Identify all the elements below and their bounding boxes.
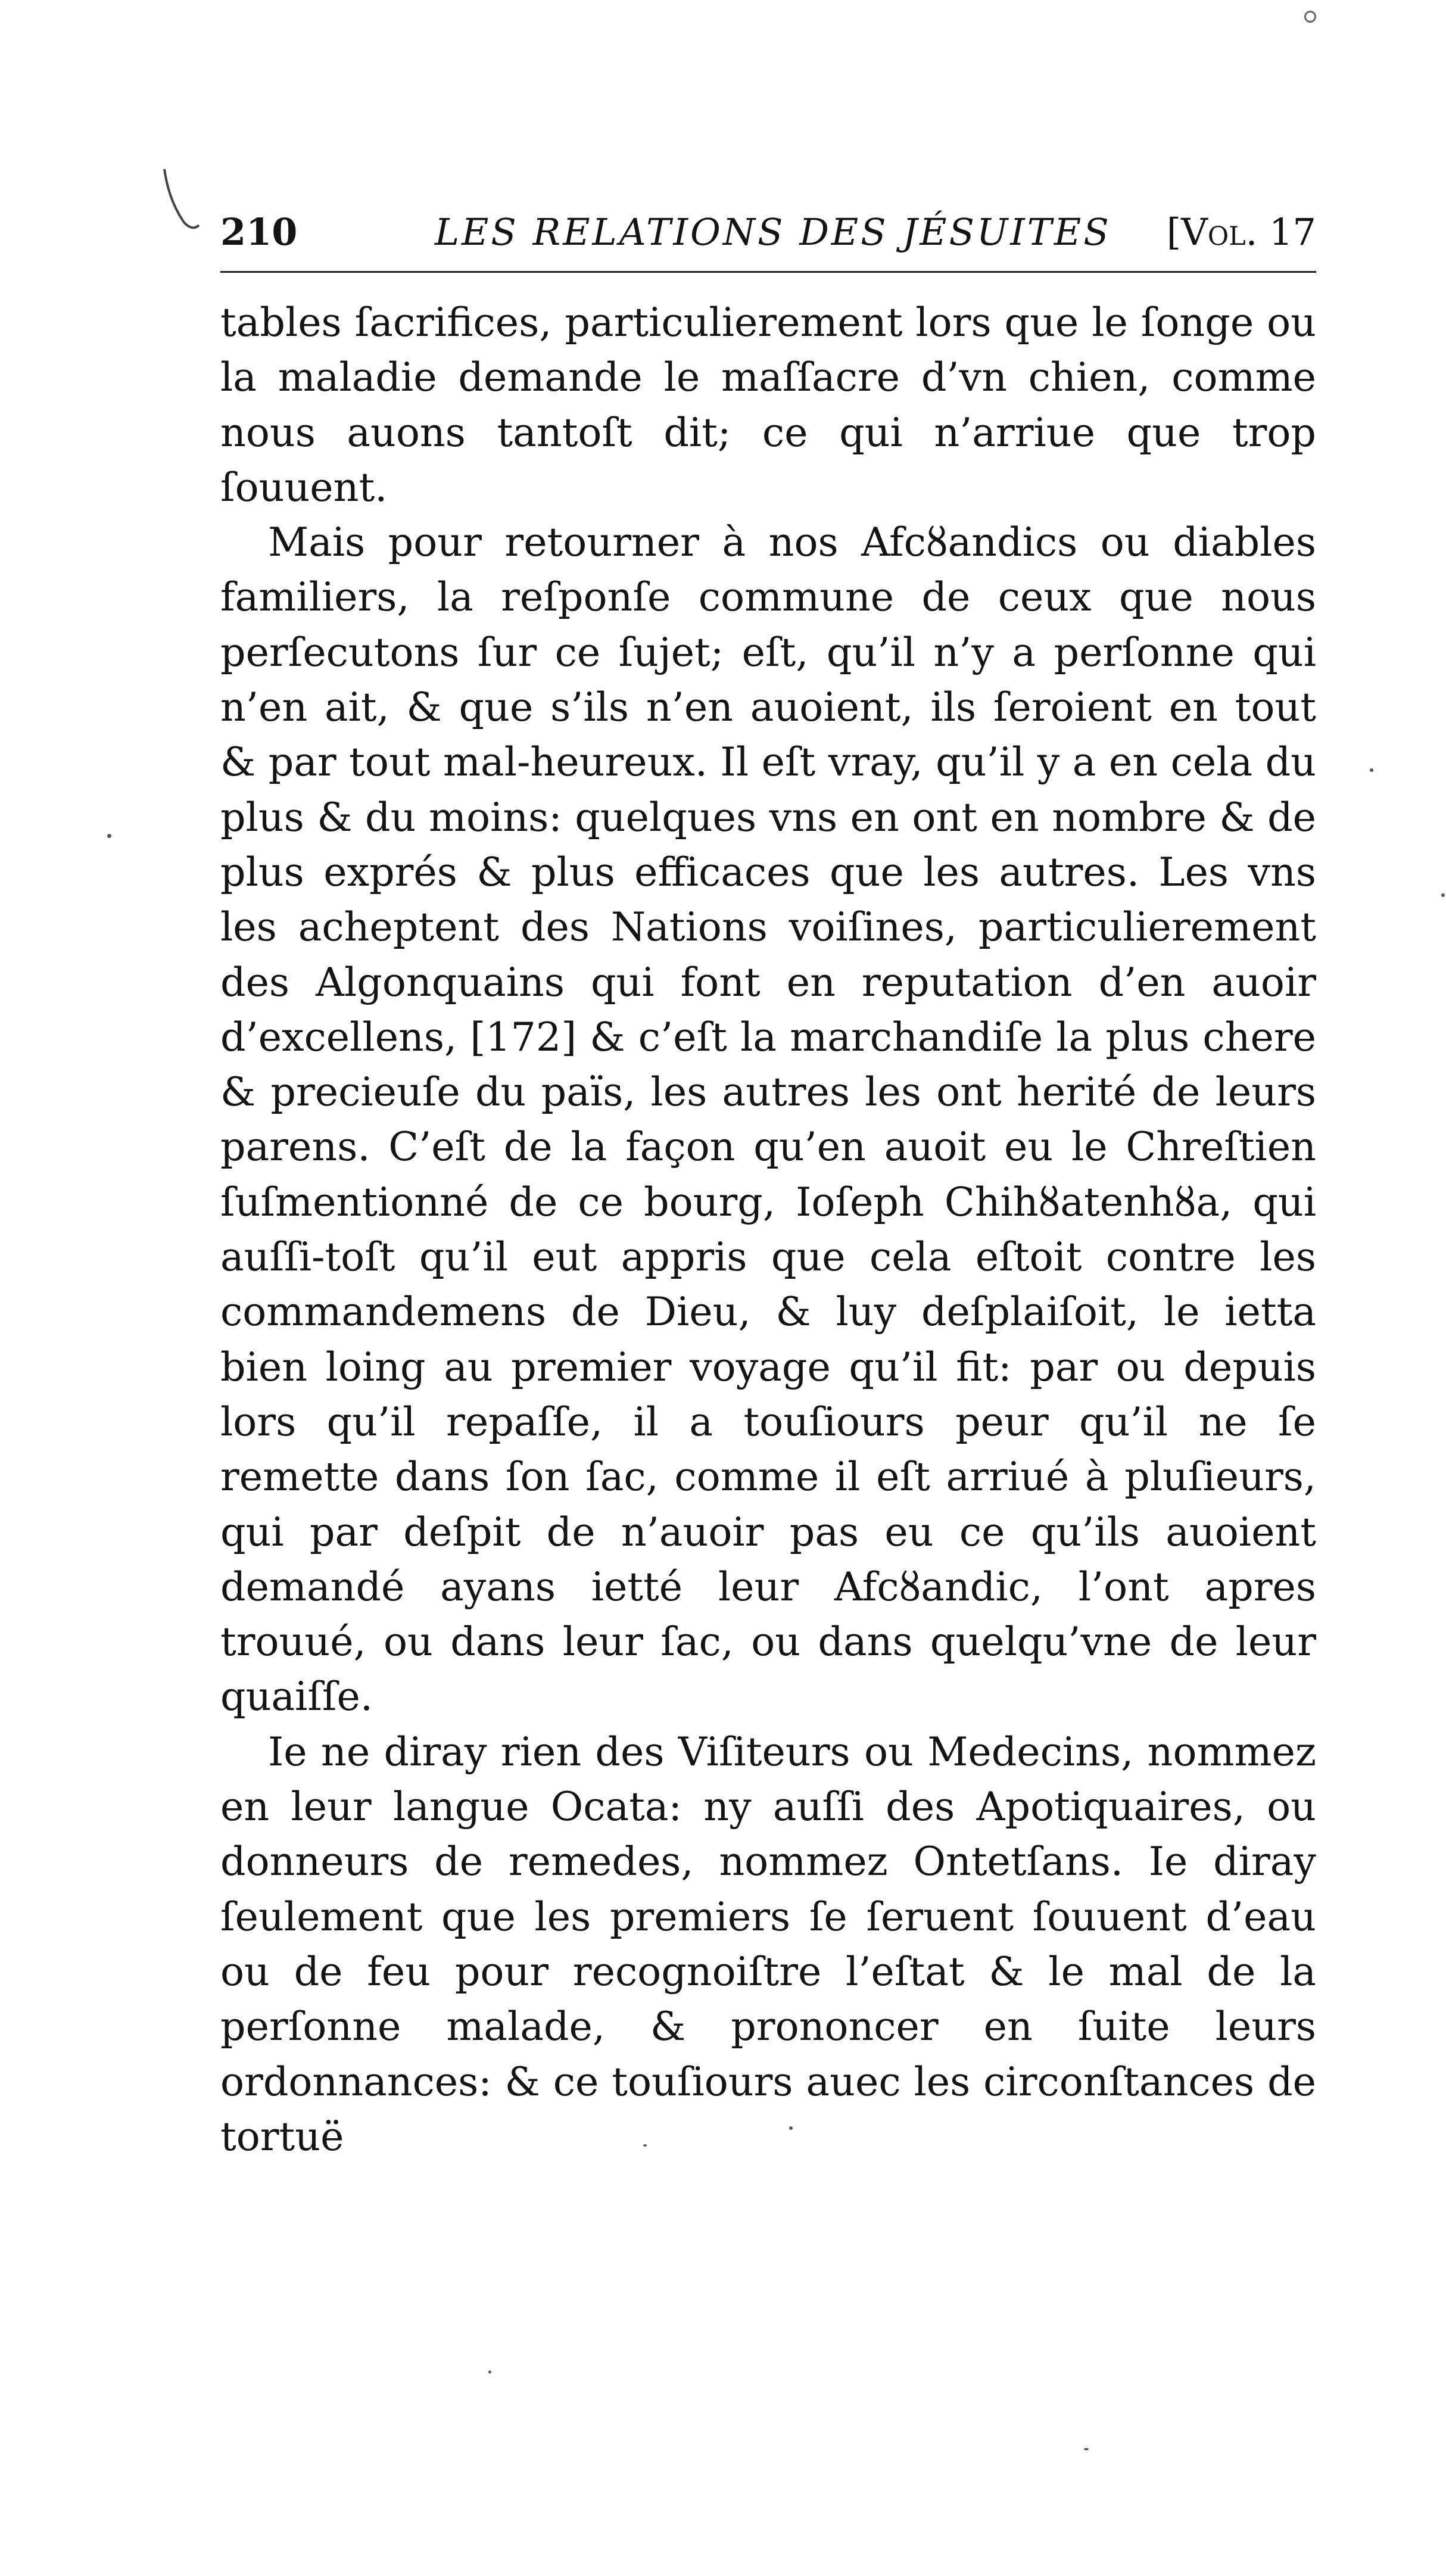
paper-speck — [789, 2126, 793, 2130]
page-header — [220, 205, 1316, 259]
volume-label: [Vol. 17 — [1166, 210, 1316, 254]
paper-speck — [107, 834, 111, 838]
paper-speck — [1370, 768, 1373, 772]
paper-speck — [1441, 893, 1445, 897]
page-number: 210 — [220, 210, 298, 254]
paragraph-ascwandics: Mais pour retourner à nos Afcȣandics ou diables familiers, la reſponſe commune de ceux que nous perſecutons ſur ce ſujet; eſt, qu’il n’y a perſonne qui n’en ait, & que s’ils n’en auoient, ils ſeroient en tout & par tout mal-heureux. Il eſt vray, qu’il y a en cela du plus & du moins: quelques vns en ont en nombre & de plus exprés & plus efficaces que les autres. Les vns les acheptent des Nations voiſines, particulierement des Algonquains qui font en reputation d’en auoir d’excellens, [172] & c’eſt la marchandiſe la plus chere & precieuſe du païs, les autres les ont herité de leurs parens. C’eſt de la façon qu’en auoit eu le Chreſtien ſuſmentionné de ce bourg, Ioſeph Chihȣatenhȣa, qui auſſi-toſt qu’il eut appris que cela eſtoit contre les commandemens de Dieu, & luy deſplaiſoit, le ietta bien loing au premier voyage qu’il fit: par ou depuis lors qu’il repaſſe, il a touſiours peur qu’il ne ſe remette dans ſon ſac, comme il eſt arriué à pluſieurs, qui par deſpit de n’auoir pas eu ce qu’ils auoient demandé ayans ietté leur Afcȣandic, l’ont apres trouué, ou dans leur ſac, ou dans quelqu’vne de leur quaiſſe. — [220, 519, 1316, 1720]
paper-speck — [643, 2144, 647, 2147]
paragraph-visiteurs: Ie ne diray rien des Viſiteurs ou Medecins, nommez en leur langue Ocata: ny auſſi des Apotiquaires, ou donneurs de remedes, nommez Ontetſans. Ie diray ſeulement que les premiers ſe ſeruent ſouuent d’eau ou de feu pour recognoiſtre l’eſtat & le mal de la perſonne malade, & prononcer en ſuite leurs ordonnances: & ce touſiours auec les circonſtances de tortuë — [220, 1728, 1316, 2160]
header-rule — [220, 271, 1316, 273]
body-text — [220, 295, 1316, 2164]
paragraph-continuation: tables ſacrifices, particulierement lors que le ſonge ou la maladie demande le maſſacre d’vn chien, comme nous auons tantoſt dit; ce qui n’arriue que trop ſouuent. — [220, 299, 1316, 510]
paper-speck — [488, 2371, 491, 2373]
pencil-hook-mark — [160, 168, 201, 233]
paper-speck — [1084, 2448, 1089, 2450]
paper-speck — [1304, 11, 1316, 23]
running-title: LES RELATIONS DES JÉSUITES — [435, 210, 1111, 254]
